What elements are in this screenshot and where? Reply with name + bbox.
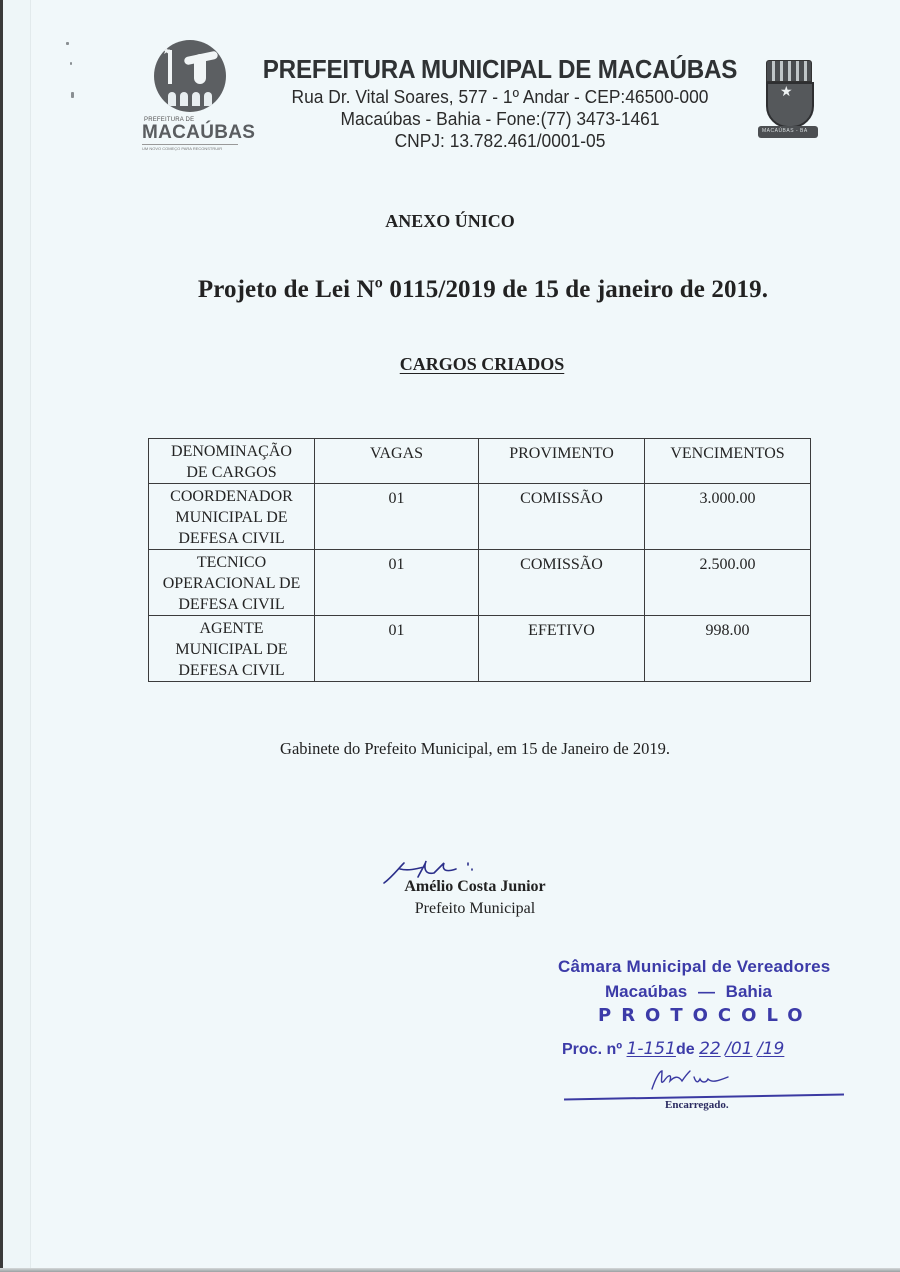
table-row (149, 484, 811, 550)
stamp-chamber: Câmara Municipal de Vereadores (558, 957, 831, 976)
logo-tagline: UM NOVO COMEÇO PARA RECONSTRUIR (142, 144, 238, 151)
place-date: Gabinete do Prefeito Municipal, em 15 de Janeiro de 2019. (280, 739, 670, 758)
cargo-line: TECNICO (196, 554, 267, 571)
cargo-line: AGENTE (199, 620, 264, 637)
section-title-text: CARGOS CRIADOS (399, 354, 565, 374)
cell-vencimentos: 998.00 (645, 616, 811, 682)
stamp-proc-number: 1-151 (626, 1039, 676, 1059)
cargo-line: DEFESA CIVIL (178, 530, 285, 547)
letterhead-address: Rua Dr. Vital Soares, 577 - 1º Andar - CEP:46500-000 (291, 86, 709, 107)
clerk-signature-icon (648, 1067, 738, 1091)
cell-cargo (149, 616, 315, 682)
positions-table (148, 438, 811, 682)
letterhead-city-phone: Macaúbas - Bahia - Fone:(77) 3473-1461 (340, 108, 660, 129)
municipality-logo (138, 40, 256, 152)
stamp-state: Bahia (725, 982, 772, 1001)
header-line: DENOMINAÇÃO (171, 443, 292, 460)
cell-provimento: EFETIVO (479, 616, 645, 682)
header-provimento: PROVIMENTO (479, 439, 645, 484)
stamp-city: Macaúbas (605, 982, 688, 1001)
bill-title: Projeto de Lei Nº 0115/2019 de 15 de janeiro de 2019. (197, 276, 769, 303)
protocol-stamp (550, 955, 850, 1115)
logo-emblem-icon: ★ (154, 40, 226, 112)
stamp-year: 19 (762, 1039, 785, 1059)
stamp-responsible-label: Encarregado. (665, 1099, 729, 1111)
scan-speck (70, 62, 72, 65)
cell-vagas: 01 (315, 484, 479, 550)
stamp-date-label: de (675, 1041, 695, 1058)
cell-provimento: COMISSÃO (479, 550, 645, 616)
logo-name: MACAÚBAS (142, 122, 256, 143)
stamp-sep: / (756, 1039, 763, 1059)
cargo-line: MUNICIPAL DE (175, 509, 288, 526)
scan-left-margin (3, 0, 31, 1272)
cell-cargo (149, 550, 315, 616)
signer-name: Amélio Costa Junior (404, 878, 546, 895)
stamp-proc-label: Proc. nº (562, 1041, 623, 1058)
scan-speck (66, 42, 69, 45)
header-vagas: VAGAS (315, 439, 479, 484)
stamp-day: 22 (699, 1039, 721, 1059)
cell-vagas: 01 (315, 550, 479, 616)
cell-provimento: COMISSÃO (479, 484, 645, 550)
cell-vencimentos: 2.500.00 (645, 550, 811, 616)
letterhead-cnpj: CNPJ: 13.782.461/0001-05 (394, 130, 606, 151)
stamp-location (605, 982, 772, 1002)
stamp-dash: — (697, 982, 715, 1001)
table-row (149, 550, 811, 616)
crest-ribbon-text: MACAÚBAS - BA (762, 128, 808, 134)
cargo-line: MUNICIPAL DE (175, 641, 288, 658)
scan-bottom-edge (0, 1268, 900, 1272)
stamp-protocol-label: PROTOCOLO (598, 1005, 813, 1026)
table-row (149, 616, 811, 682)
cargo-line: OPERACIONAL DE (162, 575, 301, 592)
header-denominacao (149, 439, 315, 484)
signer-role: Prefeito Municipal (414, 900, 536, 917)
stamp-process-line (562, 1039, 784, 1059)
letterhead-title: PREFEITURA MUNICIPAL DE MACAÚBAS (262, 54, 738, 84)
cargo-line: DEFESA CIVIL (178, 662, 285, 679)
table-header-row (149, 439, 811, 484)
coat-of-arms-icon: ★ MACAÚBAS - BA (758, 60, 818, 150)
stamp-sep: / (725, 1039, 731, 1059)
header-line: DE CARGOS (186, 464, 277, 481)
scan-speck (71, 92, 74, 98)
letterhead (240, 52, 760, 152)
cell-vencimentos: 3.000.00 (645, 484, 811, 550)
section-title (0, 354, 900, 375)
header-vencimentos: VENCIMENTOS (645, 439, 811, 484)
stamp-month: 01 (730, 1039, 753, 1059)
cell-cargo (149, 484, 315, 550)
cargo-line: COORDENADOR (170, 488, 293, 505)
cell-vagas: 01 (315, 616, 479, 682)
cargo-line: DEFESA CIVIL (178, 596, 285, 613)
annex-title: ANEXO ÚNICO (385, 211, 515, 231)
logo-prefix: PREFEITURA DE (144, 117, 195, 123)
